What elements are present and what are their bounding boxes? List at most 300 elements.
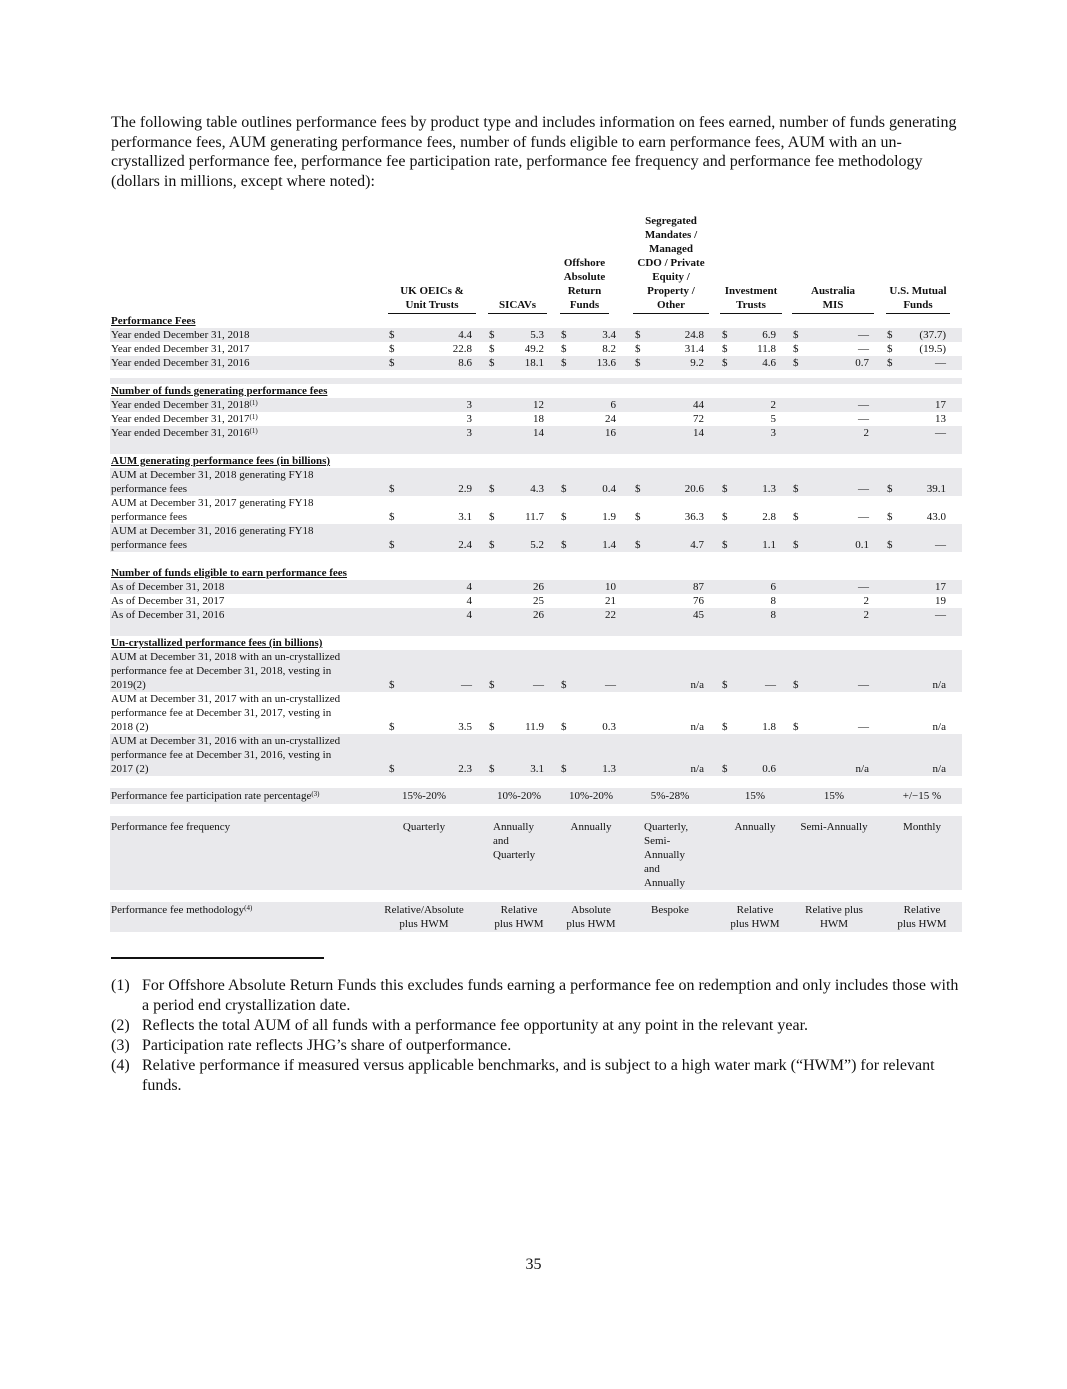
header-line: Unit Trusts	[405, 299, 459, 311]
value-cell: —	[461, 679, 472, 691]
value-cell: 4.7	[690, 539, 704, 551]
value-cell: 4	[466, 581, 472, 593]
value-cell: 43.0	[926, 511, 946, 523]
value-cell	[546, 903, 636, 931]
value-cell: 26	[533, 609, 544, 621]
value-cell: —	[858, 679, 869, 691]
row-label: Number of funds eligible to earn performance fees	[111, 567, 347, 579]
row-label: AUM generating performance fees (in billions)	[111, 455, 331, 467]
value-cell: +/−15 %	[902, 790, 942, 802]
header-line: CDO / Private	[637, 257, 705, 269]
value-cell: 3.4	[602, 329, 616, 341]
value-cell: 10	[605, 581, 616, 593]
footnote-text: For Offshore Absolute Return Funds this excludes funds earning a performance fee on redemption and only includes those with a period end crystallization date.	[142, 977, 959, 1014]
value-cell: 45	[693, 609, 704, 621]
table-row	[110, 412, 962, 426]
row-label: 2018 (2)	[111, 721, 149, 733]
value-cell	[710, 820, 800, 834]
dollar-sign: $	[635, 511, 641, 523]
value-cell	[625, 903, 715, 917]
dollar-sign: $	[635, 343, 641, 355]
value-cell: 4.4	[458, 329, 472, 341]
value-cell: 5.2	[530, 539, 544, 551]
value-cell: 2	[770, 399, 776, 411]
dollar-sign: $	[389, 357, 395, 369]
value-cell: 26	[533, 581, 544, 593]
value-cell: 12	[533, 399, 544, 411]
value-cell: 2.3	[458, 763, 472, 775]
footnote-ref: (1)	[249, 413, 258, 421]
value-cell: 4.3	[530, 483, 544, 495]
dollar-sign: $	[722, 763, 728, 775]
table-row	[110, 356, 962, 370]
value-cell: 1.8	[762, 721, 776, 733]
column-header	[886, 284, 950, 314]
row-label: AUM at December 31, 2017 generating FY18	[111, 497, 314, 509]
section-aum-generating	[110, 454, 962, 468]
value-cell: 4.6	[762, 357, 776, 369]
value-cell: 76	[693, 595, 704, 607]
value-cell: 3.5	[458, 721, 472, 733]
value-cell: 5.3	[530, 329, 544, 341]
value-cell	[710, 903, 800, 931]
value-line: Relative	[736, 904, 774, 916]
row-label: Year ended December 31, 2017	[111, 343, 250, 355]
value-cell: 1.9	[602, 511, 616, 523]
value-line: plus HWM	[566, 918, 616, 930]
row-label: Performance fee methodology$^{(4)}$	[111, 904, 253, 916]
dollar-sign: $	[722, 511, 728, 523]
dollar-sign: $	[793, 357, 799, 369]
value-line: Quarterly	[493, 849, 536, 861]
value-cell: 2	[863, 427, 869, 439]
value-cell: 39.1	[926, 483, 946, 495]
value-cell: 22	[605, 609, 616, 621]
value-cell: 2	[863, 595, 869, 607]
value-cell: 1.3	[762, 483, 776, 495]
value-cell: —	[858, 511, 869, 523]
value-line: Bespoke	[651, 904, 689, 916]
table-row	[110, 496, 962, 524]
dollar-sign: $	[489, 721, 495, 733]
row-label: performance fee at December 31, 2018, vesting in	[111, 665, 332, 677]
value-cell: —	[605, 679, 616, 691]
value-cell: 17	[935, 399, 946, 411]
footnote-number: (3)	[111, 1037, 130, 1054]
value-line: and	[644, 863, 660, 875]
row-label: performance fees	[111, 511, 188, 523]
row-label: AUM at December 31, 2018 generating FY18	[111, 469, 314, 481]
column-header	[633, 214, 709, 314]
value-cell: 16	[605, 427, 616, 439]
dollar-sign: $	[489, 679, 495, 691]
value-cell: 15%-20%	[402, 790, 446, 802]
value-cell: 0.1	[855, 539, 869, 551]
dollar-sign: $	[561, 483, 567, 495]
value-cell: 10%-20%	[497, 790, 541, 802]
value-cell: 24.8	[684, 329, 704, 341]
value-cell: 15%	[744, 790, 766, 802]
header-line: Return	[567, 285, 602, 297]
dollar-sign: $	[722, 343, 728, 355]
value-cell: 44	[693, 399, 704, 411]
intro-paragraph: The following table outlines performance fees by product type and includes information on fees earned, number of funds generating performance fees, AUM generating performance fees, number of funds eligible to earn performance fees, AUM with an un-crystallized performance fee, performance fee participation rate, performance fee frequency and performance fee methodology (dollars in millions, except where noted):	[111, 114, 957, 190]
dollar-sign: $	[887, 511, 893, 523]
value-cell: 24	[605, 413, 616, 425]
dollar-sign: $	[722, 483, 728, 495]
value-cell: 3	[466, 413, 472, 425]
row-label: Year ended December 31, 2016$^{(1)}$	[111, 427, 258, 439]
table-row	[110, 650, 962, 692]
value-cell: 6	[770, 581, 776, 593]
row-label: AUM at December 31, 2016 with an un-crystallized	[111, 735, 341, 747]
dollar-sign: $	[489, 763, 495, 775]
value-cell: 72	[693, 413, 704, 425]
dollar-sign: $	[793, 679, 799, 691]
row-label: performance fee at December 31, 2017, vesting in	[111, 707, 332, 719]
spacer-row	[110, 552, 962, 566]
table-row	[110, 426, 962, 440]
page-number: 35	[525, 1256, 542, 1273]
dollar-sign: $	[887, 357, 893, 369]
footnote-ref: (1)	[249, 427, 258, 435]
value-cell: 3	[770, 427, 776, 439]
dollar-sign: $	[389, 329, 395, 341]
value-cell: 5	[770, 413, 776, 425]
table-row	[110, 734, 962, 776]
footnote-ref: (1)	[249, 399, 258, 407]
header-line: Funds	[903, 299, 933, 311]
value-cell: —	[935, 357, 946, 369]
dollar-sign: $	[489, 511, 495, 523]
value-cell: n/a	[690, 763, 704, 775]
dollar-sign: $	[561, 511, 567, 523]
value-cell: 3.1	[530, 763, 544, 775]
value-cell: —	[935, 609, 946, 621]
value-cell: n/a	[690, 679, 704, 691]
row-label: As of December 31, 2016	[111, 609, 225, 621]
value-cell: 21	[605, 595, 616, 607]
value-cell: 5%-28%	[650, 790, 690, 802]
value-cell: 0.4	[602, 483, 616, 495]
dollar-sign: $	[793, 721, 799, 733]
dollar-sign: $	[793, 329, 799, 341]
row-label: Number of funds generating performance fees	[111, 385, 328, 397]
value-line: Annually	[644, 849, 685, 861]
header-line: Segregated	[645, 215, 697, 227]
footnote	[111, 1036, 963, 1056]
value-cell: 8.6	[458, 357, 472, 369]
dollar-sign: $	[489, 483, 495, 495]
dollar-sign: $	[722, 329, 728, 341]
section-performance-fees	[110, 314, 962, 328]
header-line: Property /	[647, 285, 695, 297]
table-row	[110, 328, 962, 342]
value-cell: 6	[610, 399, 616, 411]
value-cell: 1.3	[602, 763, 616, 775]
value-cell: 13.6	[596, 357, 616, 369]
value-cell	[789, 903, 879, 931]
value-cell: 19	[935, 595, 946, 607]
section-num-generating	[110, 384, 962, 398]
column-header	[488, 298, 547, 314]
spacer-row	[110, 622, 962, 636]
header-line: Investment	[724, 285, 778, 297]
value-cell: 11.8	[757, 343, 776, 355]
value-cell: 8	[770, 595, 776, 607]
footnote-number: (4)	[111, 1057, 130, 1074]
dollar-sign: $	[561, 763, 567, 775]
column-header	[560, 256, 609, 314]
value-cell: —	[858, 413, 869, 425]
footnote-text: Participation rate reflects JHG’s share of outperformance.	[142, 1037, 512, 1054]
footnote	[111, 1056, 963, 1096]
row-label: performance fee at December 31, 2016, vesting in	[111, 749, 332, 761]
dollar-sign: $	[635, 483, 641, 495]
header-line: Managed	[649, 243, 693, 255]
dollar-sign: $	[635, 357, 641, 369]
value-cell	[789, 820, 879, 834]
row-label: Performance Fees	[111, 315, 196, 327]
header-line: SICAVs	[498, 299, 537, 311]
footnote-text: Relative performance if measured versus applicable benchmarks, and is subject to a high water mark (“HWM”) for relevant funds.	[142, 1057, 935, 1094]
value-line: Annually	[493, 821, 534, 833]
value-cell: 2.8	[762, 511, 776, 523]
value-cell: 18	[533, 413, 544, 425]
value-cell: 4	[466, 609, 472, 621]
spacer-row	[110, 440, 962, 454]
table-row	[110, 524, 962, 552]
value-line: and	[493, 835, 509, 847]
value-cell: —	[858, 581, 869, 593]
value-cell: 14	[693, 427, 704, 439]
value-cell: 18.1	[524, 357, 544, 369]
header-line: Mandates /	[644, 229, 698, 241]
value-cell	[546, 820, 636, 834]
value-cell: 1.4	[602, 539, 616, 551]
value-cell: 1.1	[762, 539, 776, 551]
dollar-sign: $	[389, 763, 395, 775]
header-line: Absolute	[563, 271, 606, 283]
value-cell: —	[858, 343, 869, 355]
column-headers	[110, 210, 962, 314]
table-row	[110, 398, 962, 412]
value-cell: 6.9	[762, 329, 776, 341]
column-header	[720, 284, 782, 314]
value-cell: —	[533, 679, 544, 691]
value-cell: 3	[466, 427, 472, 439]
dollar-sign: $	[887, 343, 893, 355]
header-line: Australia	[811, 285, 855, 297]
value-cell: 2.4	[458, 539, 472, 551]
value-cell: 8	[770, 609, 776, 621]
header-line: Equity /	[652, 271, 690, 283]
value-cell: 13	[935, 413, 946, 425]
dollar-sign: $	[722, 679, 728, 691]
row-label: 2017 (2)	[111, 763, 149, 775]
footnote-rule	[111, 957, 324, 959]
value-line: Quarterly,	[644, 821, 689, 833]
value-line: plus HWM	[399, 918, 449, 930]
value-cell: 31.4	[684, 343, 704, 355]
dollar-sign: $	[389, 679, 395, 691]
table-row	[110, 608, 962, 622]
row-label: Year ended December 31, 2018	[111, 329, 250, 341]
value-line: Annually	[570, 821, 612, 833]
value-cell: n/a	[932, 721, 946, 733]
value-line: Monthly	[903, 821, 941, 833]
section-num-eligible	[110, 566, 962, 580]
value-line: Annually	[644, 877, 685, 889]
value-cell: 36.3	[684, 511, 704, 523]
value-line: Semi-Annually	[800, 821, 868, 833]
header-line: Other	[656, 299, 686, 311]
dollar-sign: $	[489, 343, 495, 355]
value-cell	[379, 903, 469, 931]
row-label: performance fees	[111, 483, 188, 495]
row-label: AUM at December 31, 2017 with an un-crystallized	[111, 693, 341, 705]
value-cell: n/a	[932, 679, 946, 691]
header-line: Funds	[569, 299, 600, 311]
table-row	[110, 692, 962, 734]
value-cell	[379, 820, 469, 834]
column-header	[388, 284, 476, 314]
dollar-sign: $	[489, 357, 495, 369]
value-cell: 11.7	[525, 511, 544, 523]
value-cell: 17	[935, 581, 946, 593]
value-cell: 0.7	[855, 357, 869, 369]
value-cell: 4	[466, 595, 472, 607]
value-line: Relative	[903, 904, 941, 916]
dollar-sign: $	[887, 483, 893, 495]
value-cell: 3.1	[458, 511, 472, 523]
row-label: Performance fee participation rate percentage$^{(3)}$	[111, 790, 320, 802]
header-line: Offshore	[563, 257, 606, 269]
value-cell	[877, 903, 967, 931]
value-line: Annually	[734, 821, 776, 833]
value-line: plus HWM	[730, 918, 780, 930]
dollar-sign: $	[389, 343, 395, 355]
row-label: AUM at December 31, 2018 with an un-crystallized	[111, 651, 341, 663]
footnote-number: (2)	[111, 1017, 130, 1034]
dollar-sign: $	[722, 721, 728, 733]
row-label: Year ended December 31, 2016	[111, 357, 250, 369]
footnote-ref: (4)	[244, 904, 253, 912]
dollar-sign: $	[561, 679, 567, 691]
value-line: plus HWM	[897, 918, 947, 930]
dollar-sign: $	[793, 511, 799, 523]
dollar-sign: $	[722, 357, 728, 369]
value-cell: —	[858, 483, 869, 495]
dollar-sign: $	[561, 343, 567, 355]
footnote-number: (1)	[111, 977, 130, 994]
value-cell	[877, 820, 967, 834]
value-cell: 20.6	[684, 483, 704, 495]
value-cell: n/a	[690, 721, 704, 733]
table-row	[110, 468, 962, 496]
value-cell: —	[858, 329, 869, 341]
value-cell: —	[935, 427, 946, 439]
table-row	[110, 594, 962, 608]
value-line: Quarterly	[402, 821, 446, 833]
dollar-sign: $	[561, 357, 567, 369]
value-cell: —	[858, 721, 869, 733]
row-label: As of December 31, 2018	[111, 581, 225, 593]
value-line: Relative plus	[805, 904, 863, 916]
row-label: Year ended December 31, 2018$^{(1)}$	[111, 399, 258, 411]
value-cell: n/a	[855, 763, 869, 775]
dollar-sign: $	[722, 539, 728, 551]
value-cell: 15%	[823, 790, 845, 802]
dollar-sign: $	[389, 483, 395, 495]
frequency-row	[110, 816, 962, 890]
dollar-sign: $	[887, 329, 893, 341]
value-line: Semi-	[644, 835, 671, 847]
footnote-text: Reflects the total AUM of all funds with a performance fee opportunity at any point in the relevant year.	[142, 1017, 809, 1034]
value-cell: 2	[863, 609, 869, 621]
row-label: Un-crystallized performance fees (in billions)	[111, 637, 323, 649]
value-cell: 14	[533, 427, 544, 439]
value-cell: 2.9	[458, 483, 472, 495]
row-label: performance fees	[111, 539, 188, 551]
header-line: Trusts	[736, 299, 766, 311]
table-row	[110, 580, 962, 594]
column-header	[792, 284, 874, 314]
row-label: 2019(2)	[111, 679, 146, 691]
value-line: Absolute	[571, 904, 611, 916]
value-cell: 10%-20%	[569, 790, 613, 802]
methodology-row	[110, 902, 962, 932]
header-line: UK OEICs &	[400, 285, 464, 297]
footnote-ref: (3)	[311, 790, 320, 798]
dollar-sign: $	[489, 329, 495, 341]
dollar-sign: $	[793, 343, 799, 355]
value-cell: —	[858, 399, 869, 411]
value-cell: 0.3	[602, 721, 616, 733]
row-label: AUM at December 31, 2016 generating FY18	[111, 525, 314, 537]
value-cell: 25	[533, 595, 544, 607]
row-label: As of December 31, 2017	[111, 595, 225, 607]
section-uncrystallized	[110, 636, 962, 650]
dollar-sign: $	[489, 539, 495, 551]
value-cell: (37.7)	[919, 329, 946, 341]
value-cell: 11.9	[525, 721, 544, 733]
value-cell: n/a	[932, 763, 946, 775]
value-line: Relative	[500, 904, 538, 916]
value-line: HWM	[819, 918, 849, 930]
footnotes	[111, 976, 963, 1096]
table-row	[110, 342, 962, 356]
value-line: plus HWM	[494, 918, 544, 930]
dollar-sign: $	[561, 721, 567, 733]
dollar-sign: $	[561, 329, 567, 341]
value-cell: 49.2	[524, 343, 544, 355]
participation-row	[110, 788, 962, 804]
value-cell: 22.8	[452, 343, 472, 355]
dollar-sign: $	[389, 721, 395, 733]
value-cell: —	[765, 679, 776, 691]
value-line: Relative/Absolute	[384, 904, 464, 916]
footnote	[111, 976, 963, 1016]
row-label: Performance fee frequency	[111, 821, 231, 833]
row-label: Year ended December 31, 2017$^{(1)}$	[111, 413, 258, 425]
value-cell: 0.6	[762, 763, 776, 775]
dollar-sign: $	[887, 539, 893, 551]
value-cell: 87	[693, 581, 704, 593]
value-cell: —	[935, 539, 946, 551]
dollar-sign: $	[561, 539, 567, 551]
dollar-sign: $	[635, 329, 641, 341]
